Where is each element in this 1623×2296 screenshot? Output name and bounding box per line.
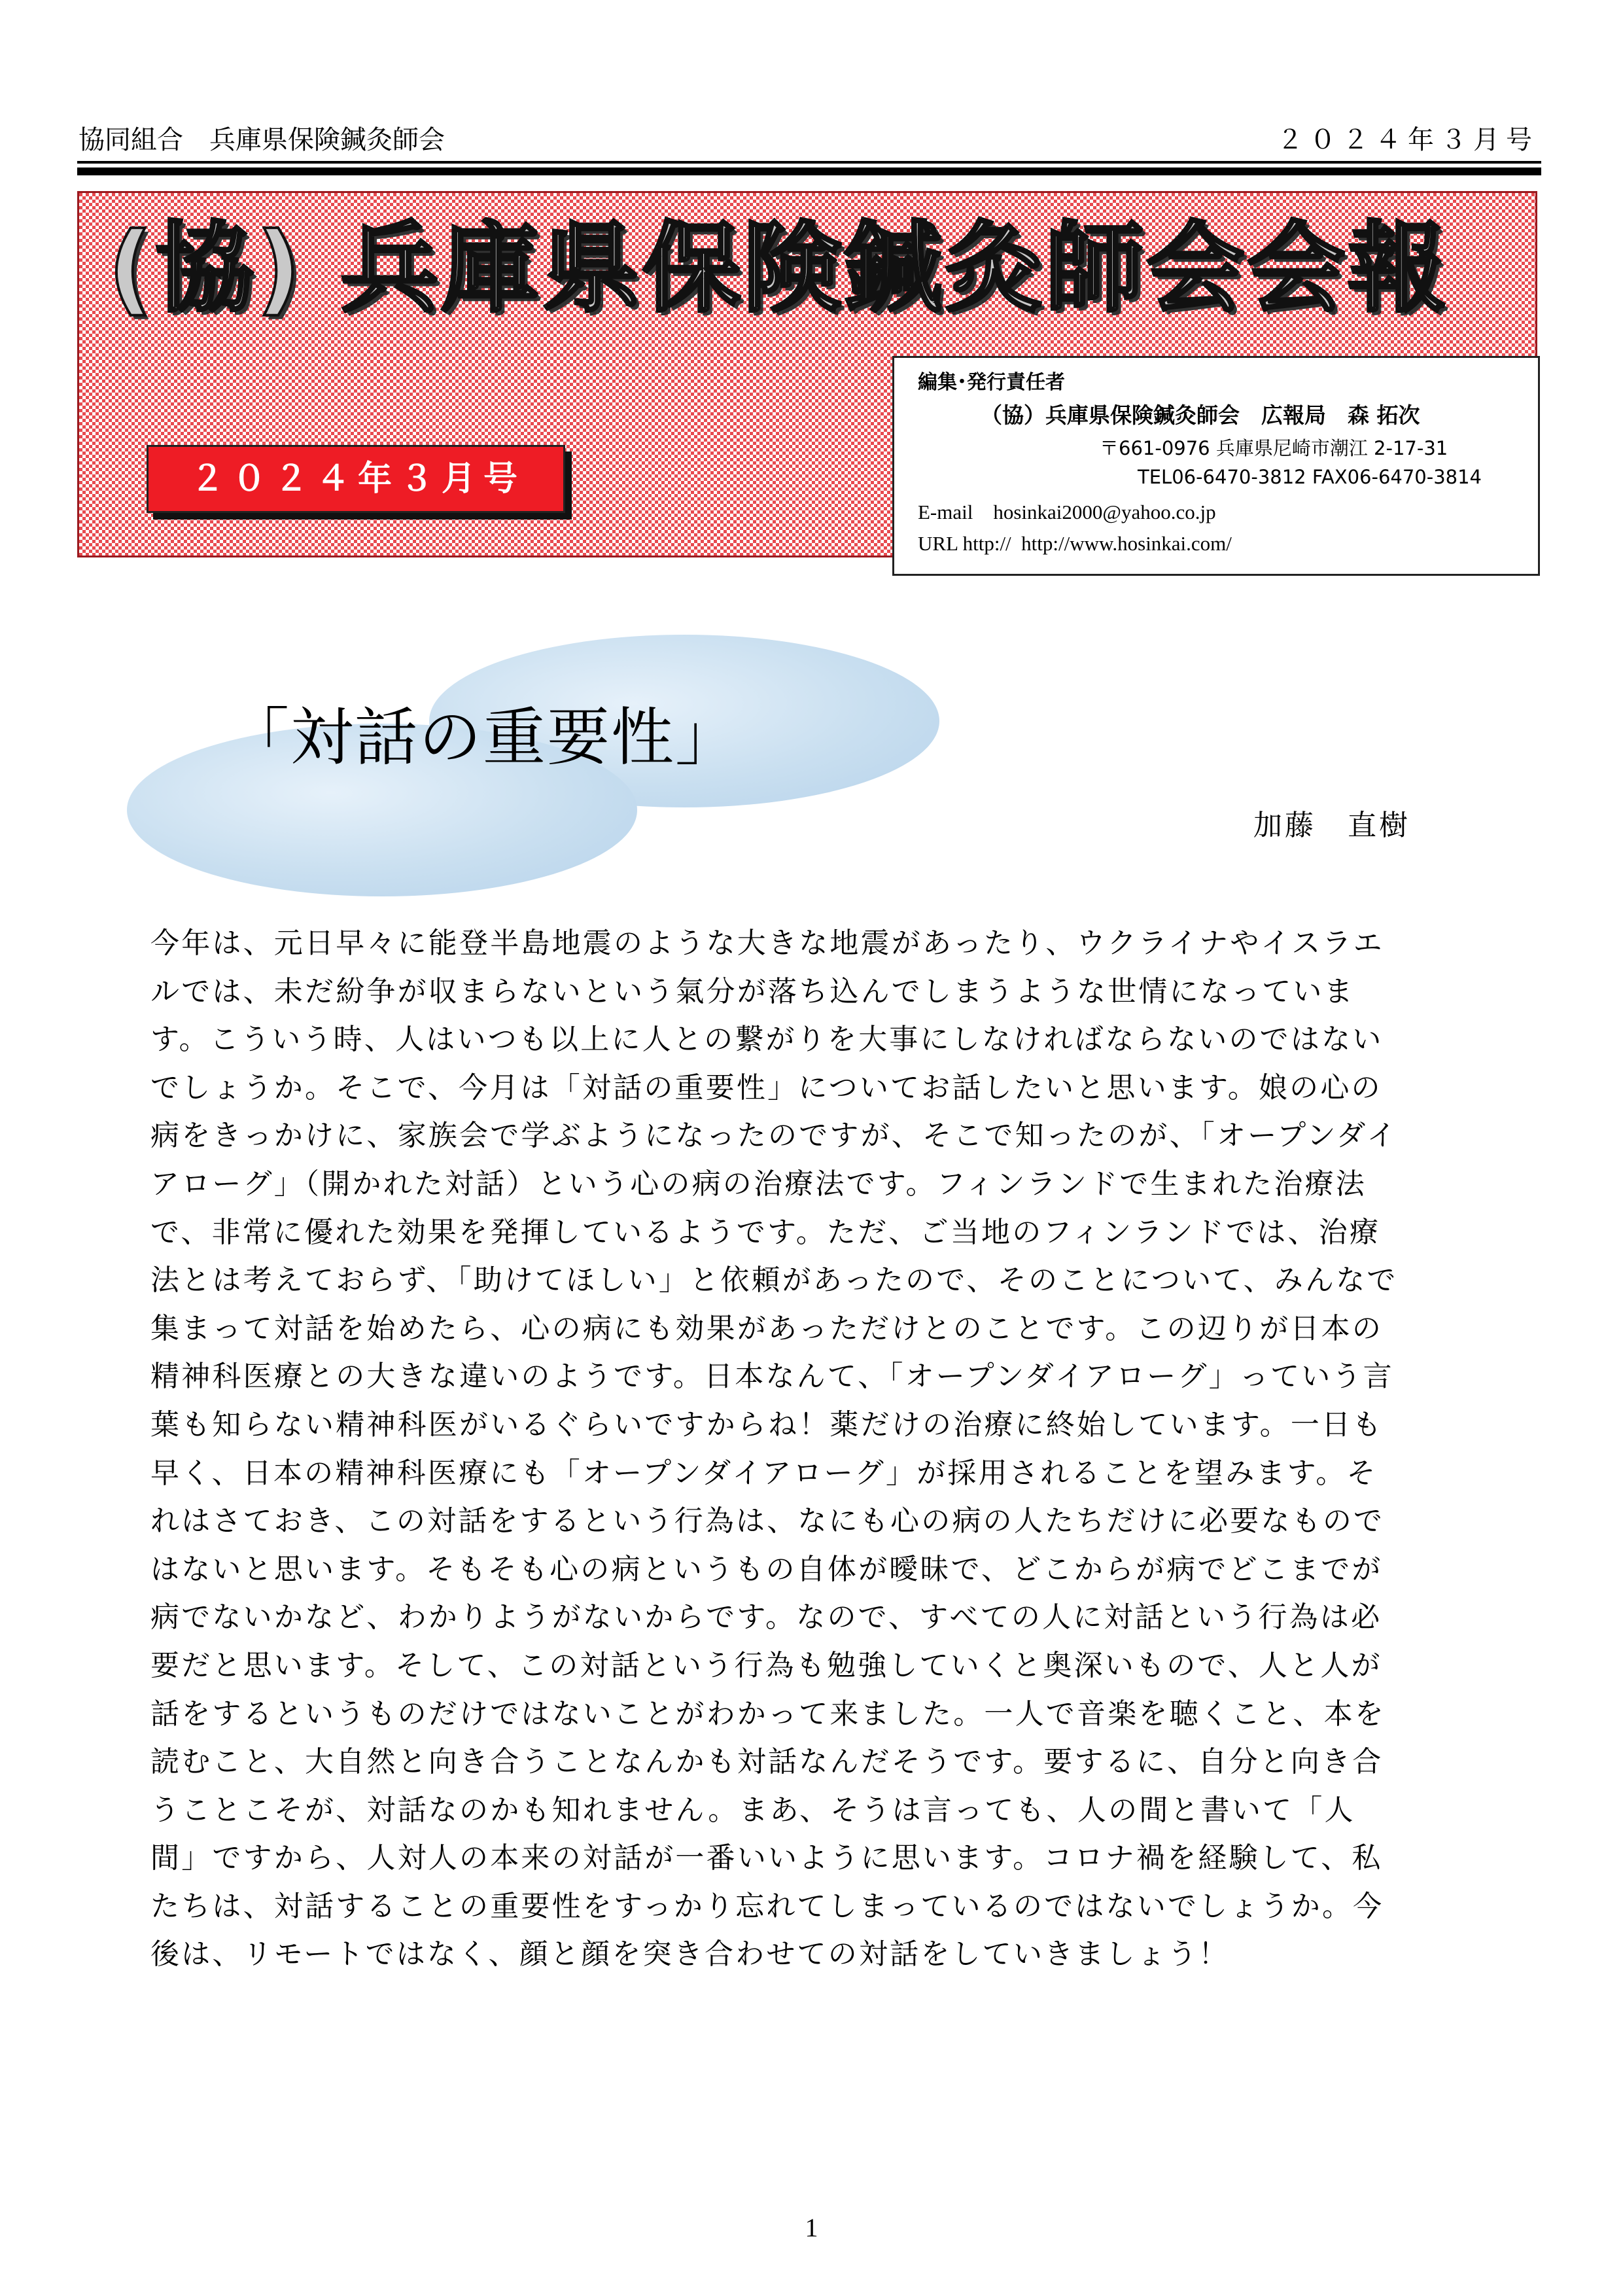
body-line: 早く、日本の精神科医療にも「オープンダイアローグ」が採用されることを望みます。そ — [150, 1456, 1378, 1490]
organization-name: 協同組合 兵庫県保険鍼灸師会 — [79, 125, 445, 155]
body-line: 病でないかなど、わかりようがないからです。なので、すべての人に対話という行為は必 — [150, 1600, 1382, 1634]
article-author: 加藤 直樹 — [1253, 809, 1410, 842]
editor-name: （協）兵庫県保険鍼灸師会 広報局 森 拓次 — [981, 402, 1420, 428]
header-rule-thin — [77, 161, 1541, 164]
body-line: 要だと思います。そして、この対話という行為も勉強していくと奥深いもので、人と人が — [150, 1648, 1382, 1682]
editor-email: E-mail hosinkai2000@yahoo.co.jp — [918, 501, 1216, 523]
body-line: でしょうか。そこで、今月は「対話の重要性」についてお話したいと思います。娘の心の — [150, 1070, 1382, 1104]
header-rule-thick — [77, 168, 1541, 175]
body-line: れはさておき、この対話をするという行為は、なにも心の病の人たちだけに必要なもので — [150, 1504, 1385, 1538]
body-line: 法とは考えておらず、「助けてほしい」と依頼があったので、そのことについて、みんなで — [150, 1263, 1398, 1298]
body-line: ルでは、未だ紛争が収まらないという氣分が落ち込んでしまうような世情になっていま — [150, 974, 1355, 1008]
editor-heading: 編集･発行責任者 — [918, 371, 1065, 394]
masthead-title: (協) 兵庫県保険鍼灸師会会報 — [108, 212, 1449, 326]
body-line: 今年は、元日早々に能登半島地震のような大きな地震があったり、ウクライナやイスラエ — [150, 927, 1384, 960]
issue-label-box: ２０２４年３月号 — [147, 445, 565, 513]
body-line: 間」ですから、人対人の本来の対話が一番いいように思います。コロナ禍を経験して、私 — [150, 1841, 1383, 1875]
running-issue-date: ２０２４年３月号 — [1277, 125, 1539, 155]
body-line: 精神科医療との大きな違いのようです。日本なんて、「オープンダイアローグ」っていう言 — [150, 1360, 1394, 1394]
body-line: 読むこと、大自然と向き合うことなんかも対話なんだそうです。要するに、自分と向き合 — [150, 1745, 1384, 1779]
body-line: 集まって対話を始めたら、心の病にも効果があっただけとのことです。この辺りが日本の — [150, 1311, 1384, 1345]
editor-url: URL http:// http://www.hosinkai.com/ — [918, 532, 1232, 555]
article-body — [150, 919, 1485, 1979]
body-line: 葉も知らない精神科医がいるぐらいですからね！薬だけの治療に終始しています。一日も — [150, 1407, 1384, 1441]
body-line: で、非常に優れた効果を発揮しているようです。ただ、ご当地のフィンランドでは、治療 — [150, 1215, 1381, 1249]
body-line: うことこそが、対話なのかも知れません。まあ、そうは言っても、人の間と書いて「人 — [150, 1793, 1355, 1827]
body-line: す。こういう時、人はいつも以上に人との繋がりを大事にしなければならないのではない — [150, 1023, 1384, 1057]
editor-address: 〒661-0976 兵庫県尼崎市潮江 2-17-31 — [1100, 437, 1448, 459]
running-header — [79, 122, 1539, 158]
body-line: 話をするというものだけではないことがわかって来ました。一人で音楽を聴くこと、本を — [150, 1697, 1386, 1731]
body-line: 後は、リモートではなく、顔と顔を突き合わせての対話をしていきましょう！ — [150, 1937, 1230, 1971]
body-line: はないと思います。そもそも心の病というもの自体が曖昧で、どこからが病でどこまでが — [150, 1552, 1383, 1586]
editor-phone-fax: TEL06-6470-3812 FAX06-6470-3814 — [1138, 466, 1482, 488]
article-title: 「対話の重要性」 — [226, 701, 739, 774]
body-line: たちは、対話することの重要性をすっかり忘れてしまっているのではないでしょうか。今 — [150, 1889, 1384, 1923]
page-number: 1 — [805, 2213, 818, 2242]
editor-info-box — [892, 356, 1540, 576]
body-line: アローグ」（開かれた対話）という心の病の治療法です。フィンランドで生まれた治療法 — [150, 1167, 1367, 1201]
body-line: 病をきっかけに、家族会で学ぶようになったのですが、そこで知ったのが、「オープンダイ — [150, 1119, 1398, 1153]
